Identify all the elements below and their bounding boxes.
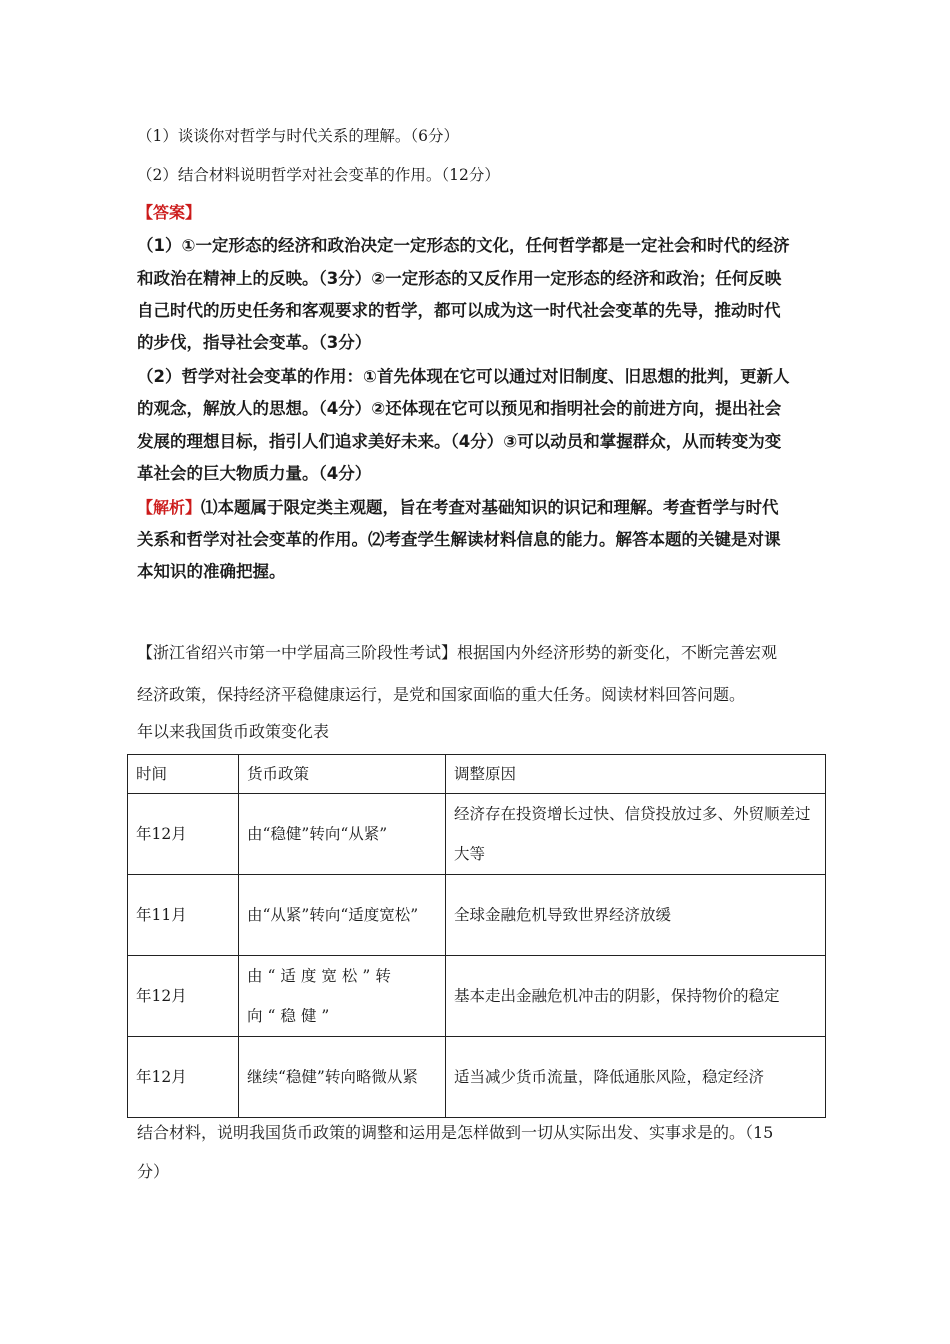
table-cell: 继续“稳健”转向略微从紧 xyxy=(239,1037,446,1118)
analysis-tag: 【解析】 xyxy=(137,498,202,517)
answer-line: （2）哲学对社会变革的作用：①首先体现在它可以通过对旧制度、旧思想的批判，更新人 xyxy=(137,367,790,386)
table-cell: 由“稳健”转向“从紧” xyxy=(239,794,446,875)
answer-line: 革社会的巨大物质力量。（4分） xyxy=(137,464,372,483)
table-row xyxy=(128,794,826,875)
table-cell: 由“适度宽松”转向“稳健” xyxy=(239,956,446,1037)
table-title: 年以来我国货币政策变化表 xyxy=(137,722,330,741)
answer-line: （1）①一定形态的经济和政治决定一定形态的文化，任何哲学都是一定社会和时代的经济 xyxy=(137,236,790,255)
answer-line: 自己时代的历史任务和客观要求的哲学，都可以成为这一时代社会变革的先导，推动时代 xyxy=(137,301,781,320)
table-header: 调整原因 xyxy=(446,755,826,794)
second-question-intro: 经济政策，保持经济平稳健康运行，是党和国家面临的重大任务。阅读材料回答问题。 xyxy=(137,685,746,704)
second-question-prompt: 结合材料，说明我国货币政策的调整和运用是怎样做到一切从实际出发、实事求是的。（15 xyxy=(137,1123,774,1142)
table-row xyxy=(128,1037,826,1118)
answer-line: 的观念，解放人的思想。（4分）②还体现在它可以预见和指明社会的前进方向，提出社会 xyxy=(137,399,782,418)
table-header-row xyxy=(128,755,826,794)
second-question-intro: 【浙江省绍兴市第一中学届高三阶段性考试】根据国内外经济形势的新变化，不断完善宏观 xyxy=(137,643,778,662)
answer-tag: 【答案】 xyxy=(137,203,202,222)
answer-line: 发展的理想目标，指引人们追求美好未来。（4分）③可以动员和掌握群众，从而转变为变 xyxy=(137,432,782,451)
table-header: 时间 xyxy=(128,755,239,794)
analysis-text: ⑴本题属于限定类主观题，旨在考查对基础知识的识记和理解。考查哲学与时代 xyxy=(201,498,779,517)
second-question-prompt: 分） xyxy=(137,1162,170,1181)
analysis-line: 关系和哲学对社会变革的作用。⑵考查学生解读材料信息的能力。解答本题的关键是对课 xyxy=(137,530,781,549)
table-row xyxy=(128,956,826,1037)
table-cell: 由“从紧”转向“适度宽松” xyxy=(239,875,446,956)
analysis-line: 本知识的准确把握。 xyxy=(137,562,286,581)
table-header: 货币政策 xyxy=(239,755,446,794)
analysis-line-1 xyxy=(137,494,817,518)
table-cell: 适当减少货币流量，降低通胀风险，稳定经济 xyxy=(446,1037,826,1118)
answer-line: 的步伐，指导社会变革。（3分） xyxy=(137,333,372,352)
table-cell: 基本走出金融危机冲击的阴影，保持物价的稳定 xyxy=(446,956,826,1037)
question-2: （2）结合材料说明哲学对社会变革的作用。（12分） xyxy=(137,166,500,184)
policy-table xyxy=(127,754,826,1118)
table-cell: 全球金融危机导致世界经济放缓 xyxy=(446,875,826,956)
table-cell: 年11月 xyxy=(128,875,239,956)
table-cell: 年12月 xyxy=(128,956,239,1037)
question-1: （1）谈谈你对哲学与时代关系的理解。（6分） xyxy=(137,127,459,145)
table-cell: 年12月 xyxy=(128,794,239,875)
answer-line: 和政治在精神上的反映。（3分）②一定形态的又反作用一定形态的经济和政治；任何反映 xyxy=(137,269,782,288)
table-cell: 经济存在投资增长过快、信贷投放过多、外贸顺差过大等 xyxy=(446,794,826,875)
table-cell: 年12月 xyxy=(128,1037,239,1118)
table-row xyxy=(128,875,826,956)
